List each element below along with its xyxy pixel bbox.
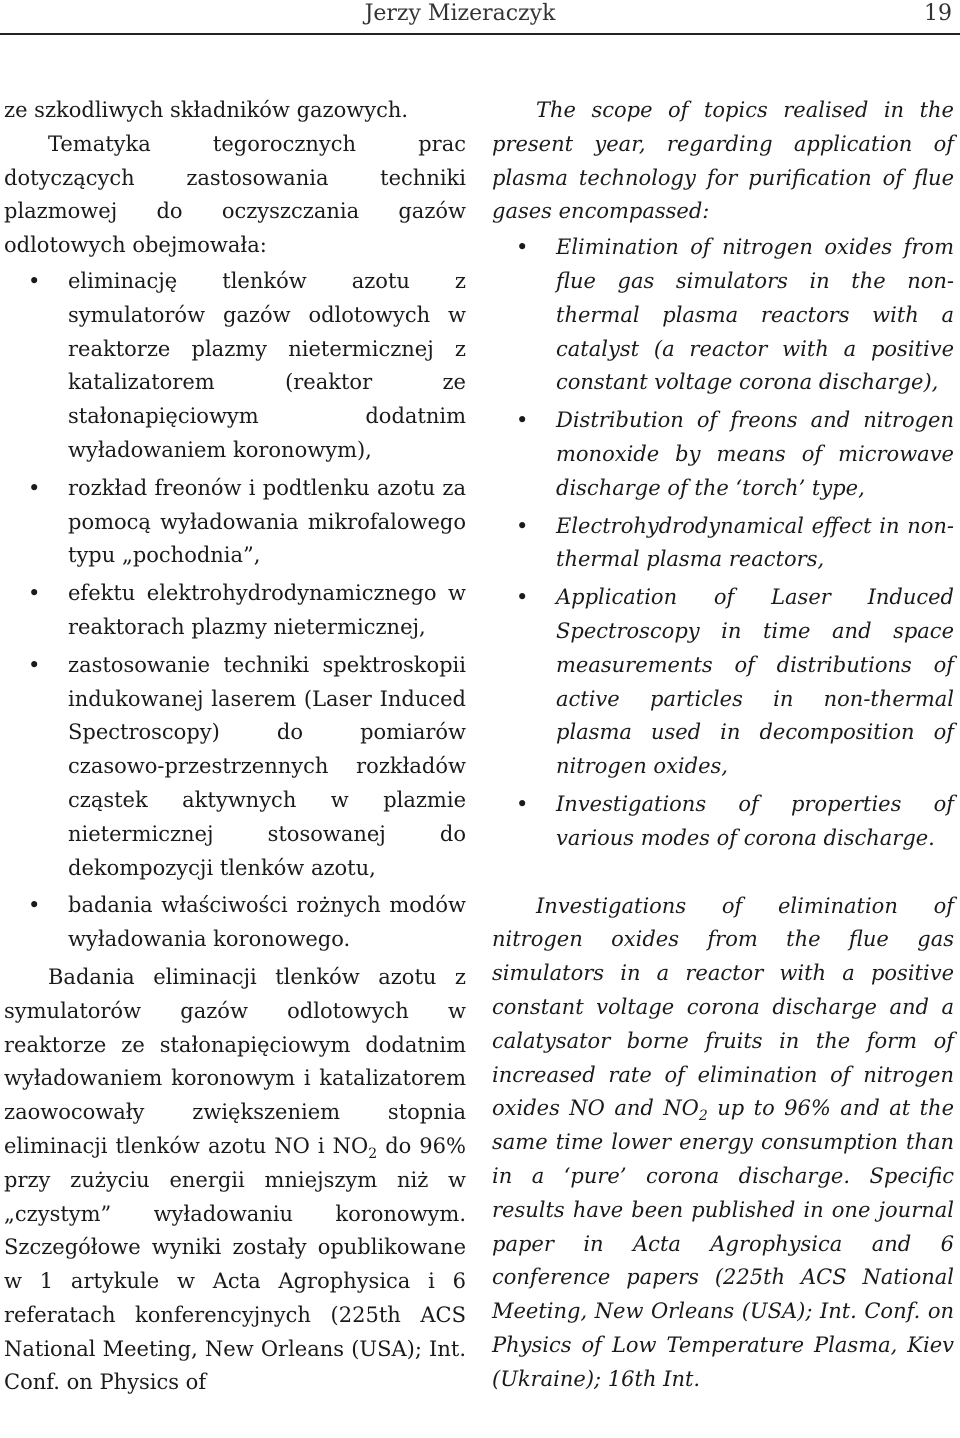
bullet-icon: • xyxy=(28,893,41,918)
results-paragraph: Investigations of elimination of nitrogen oxides from the flue gas simulators in a reactor with a positive constant voltage corona discharge and a calatysator borne fruits in the form of increased rate of elimination of nitrogen oxides NO and $NO_2$ up to 96% and at the same time lower energy consumption than in a ‘pure’ corona discharge. Specific results have been published in one journal paper in Acta Agrophysica and 6 conference papers (225th ACS National Meeting, New Orleans (USA); Int. Conf. on Physics of Low Temperature Plasma, Kiev (Ukraine); 16th Int. xyxy=(492,893,955,1391)
bullet-icon: • xyxy=(516,585,529,610)
subscript: 2 xyxy=(368,1146,378,1163)
list-item: • zastosowanie techniki spektroskopii indukowanej laserem (Laser Induced Spectroscopy) do pomiarów czasowo-przestrzennych rozkładów cząstek aktywnych w plazmie nietermicznej stosowanej do dekompozycji tlenków azotu, xyxy=(68,649,466,886)
bullet-icon: • xyxy=(28,581,41,606)
running-head-author: Jerzy Mizeraczyk xyxy=(364,1,556,26)
topic-list xyxy=(4,265,466,957)
english-column xyxy=(492,94,954,1396)
bullet-icon: • xyxy=(516,513,529,538)
bullet-icon: • xyxy=(516,791,529,816)
list-item: • Distribution of freons and nitrogen monoxide by means of microwave discharge of the ‘torch’ type, xyxy=(556,404,954,505)
intro-carry-line: ze szkodliwych składników gazowych. xyxy=(4,98,409,122)
page-header xyxy=(0,0,960,32)
list-item: • badania właściwości rożnych modów wyładowania koronowego. xyxy=(68,889,466,957)
intro-paragraph: Tematyka tegorocznych prac dotyczących zastosowania techniki plazmowej do oczyszczania gazów odlotowych obejmowała: xyxy=(4,131,466,258)
bullet-icon: • xyxy=(516,408,529,433)
bullet-icon: • xyxy=(28,268,41,293)
list-item: • rozkład freonów i podtlenku azotu za pomocą wyładowania mikrofalowego typu „pochodnia”, xyxy=(68,472,466,573)
list-item: • Investigations of properties of various modes of corona discharge. xyxy=(556,788,954,856)
list-item: • efektu elektrohydrodynamicznego w reaktorach plazmy nietermicznej, xyxy=(68,577,466,645)
page-number: 19 xyxy=(924,1,952,26)
bullet-icon: • xyxy=(28,475,41,500)
list-item: • Application of Laser Induced Spectroscopy in time and space measurements of distributions of active particles in non-thermal plasma used in decomposition of nitrogen oxides, xyxy=(556,581,954,784)
intro-paragraph: The scope of topics realised in the present year, regarding application of plasma technology for purification of flue gases encompassed: xyxy=(492,98,954,224)
list-item: • Electrohydrodynamical effect in non-thermal plasma reactors, xyxy=(556,510,954,578)
bullet-icon: • xyxy=(28,652,41,677)
list-item: • eliminację tlenków azotu z symulatorów gazów odlotowych w reaktorze plazmy nietermicznej z katalizatorem (reaktor ze stałonapięciowym dodatnim wyładowaniem koronowym), xyxy=(68,265,466,468)
list-item: • Elimination of nitrogen oxides from flue gas simulators in the non-thermal plasma reactors with a catalyst (a reactor with a positive constant voltage corona discharge), xyxy=(556,231,954,400)
bullet-icon: • xyxy=(516,235,529,260)
subscript: 2 xyxy=(698,1108,708,1125)
topic-list xyxy=(492,231,954,855)
header-rule xyxy=(0,33,960,35)
polish-column xyxy=(4,94,466,1400)
results-paragraph: Badania eliminacji tlenków azotu z symulatorów gazów odlotowych w reaktorze ze stałonapięciowym dodatnim wyładowaniem koronowym i katalizatorem zaowocowały zwiększeniem stopnia eliminacji tlenków azotu NO i $NO_2$ do 96% przy zużyciu energii mniejszym niż w „czystym” wyładowaniu koronowym. Szczegółowe wyniki zostały opublikowane w 1 artykule w Acta Agrophysica i 6 referatach konferencyjnych (225th ACS National Meeting, New Orleans (USA); Int. Conf. on Physics of xyxy=(4,964,466,1395)
